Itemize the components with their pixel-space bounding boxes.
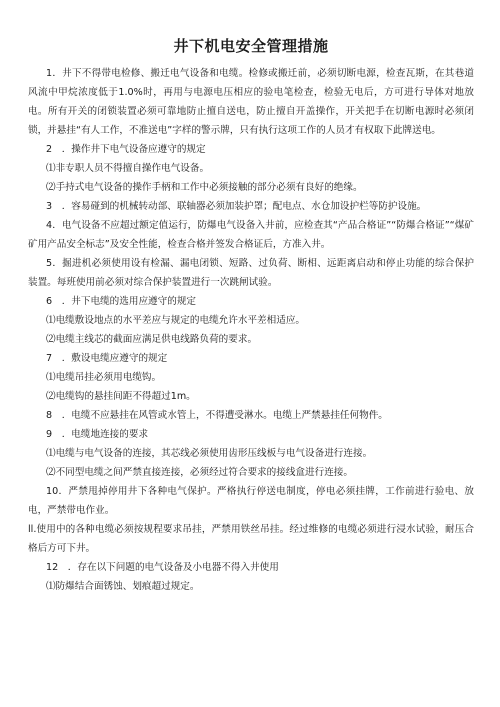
paragraph-7-heading: 7 ．敷设电缆应遵守的规定 [46,353,168,364]
document-title: 井下机电安全管理措施 [173,37,329,55]
paragraph-12-heading: 12 ．存在以下问题的电气设备及小电器不得入井使用 [46,562,279,573]
paragraph-4: 4．电气设备不应超过额定值运行，防爆电气设备入井前，应检查其“产品合格证”“防爆合格证”“煤矿矿用产品安全标志”及安全性能，检查合格并签发合格证后，方准入井。 [28,220,474,250]
paragraph-10: 10．严禁甩掉停用井下各种电气保护。严格执行停送电制度，停电必须挂牌，工作前进行验电、放电，严禁带电作业。 [28,486,474,516]
paragraph-9-heading: 9 ．电缆地连接的要求 [46,429,149,440]
paragraph-6-item-2: ⑵电缆主线芯的截面应满足供电线路负荷的要求。 [46,334,258,345]
paragraph-2-item-1: ⑴非专职人员不得擅自操作电气设备。 [46,163,210,174]
paragraph-7-item-1: ⑴电缆吊挂必须用电缆钩。 [46,372,162,383]
paragraph-3: 3 ．容易碰到的机械转动部、联轴器必须加装护罩；配电点、水仓加设护栏等防护设施。 [46,201,427,212]
paragraph-11: ll.使用中的各种电缆必须按规程要求吊挂，严禁用铁丝吊挂。经过维修的电缆必须进行浸水试验，耐压合格后方可下井。 [28,524,474,554]
paragraph-2-item-2: ⑵手持式电气设备的操作手柄和工作中必须接触的部分必须有良好的绝缘。 [46,182,363,193]
document-page [28,36,474,596]
paragraph-9-item-2: ⑵不同型电缆之间严禁直接连接，必须经过符合要求的接线盒进行连接。 [46,467,353,478]
paragraph-12-item-1: ⑴防爆结合面锈蚀、划痕超过规定。 [46,581,200,592]
paragraph-2-heading: 2 ．操作井下电气设备应遵守的规定 [46,144,206,155]
paragraph-7-item-2: ⑵电缆钩的悬挂间距不得超过1m。 [46,391,196,402]
paragraph-5: 5．掘进机必须使用设有检漏、漏电闭锁、短路、过负荷、断相、远距离启动和停止功能的综合保护装置。每班使用前必须对综合保护装置进行一次跳闸试验。 [28,258,474,288]
paragraph-8: 8 ．电缆不应悬挂在风管或水管上，不得遭受淋水。电缆上严禁悬挂任何物件。 [46,410,388,421]
paragraph-9-item-1: ⑴电缆与电气设备的连接，其芯线必须使用齿形压线板与电气设备进行连接。 [46,448,373,459]
paragraph-6-item-1: ⑴电缆敷设地点的水平差应与规定的电缆允许水平差相适应。 [46,315,306,326]
paragraph-1: 1．井下不得带电检修、搬迁电气设备和电缆。检修或搬迁前，必须切断电源，检查瓦斯，在其巷道风流中甲烷浓度低于1.0%时，再用与电源电压相应的验电笔检查，检验无电后，方可进行导体对地放电。所有开关的闭锁装置必须可靠地防止擅自送电，防止擅自开盖操作，开关把手在切断电源时必须闭锁，并悬挂“有人工作，不准送电”字样的警示牌，只有执行这项工作的人员才有权取下此牌送电。 [28,68,474,136]
paragraph-6-heading: 6 ．井下电缆的选用应遵守的规定 [46,296,197,307]
